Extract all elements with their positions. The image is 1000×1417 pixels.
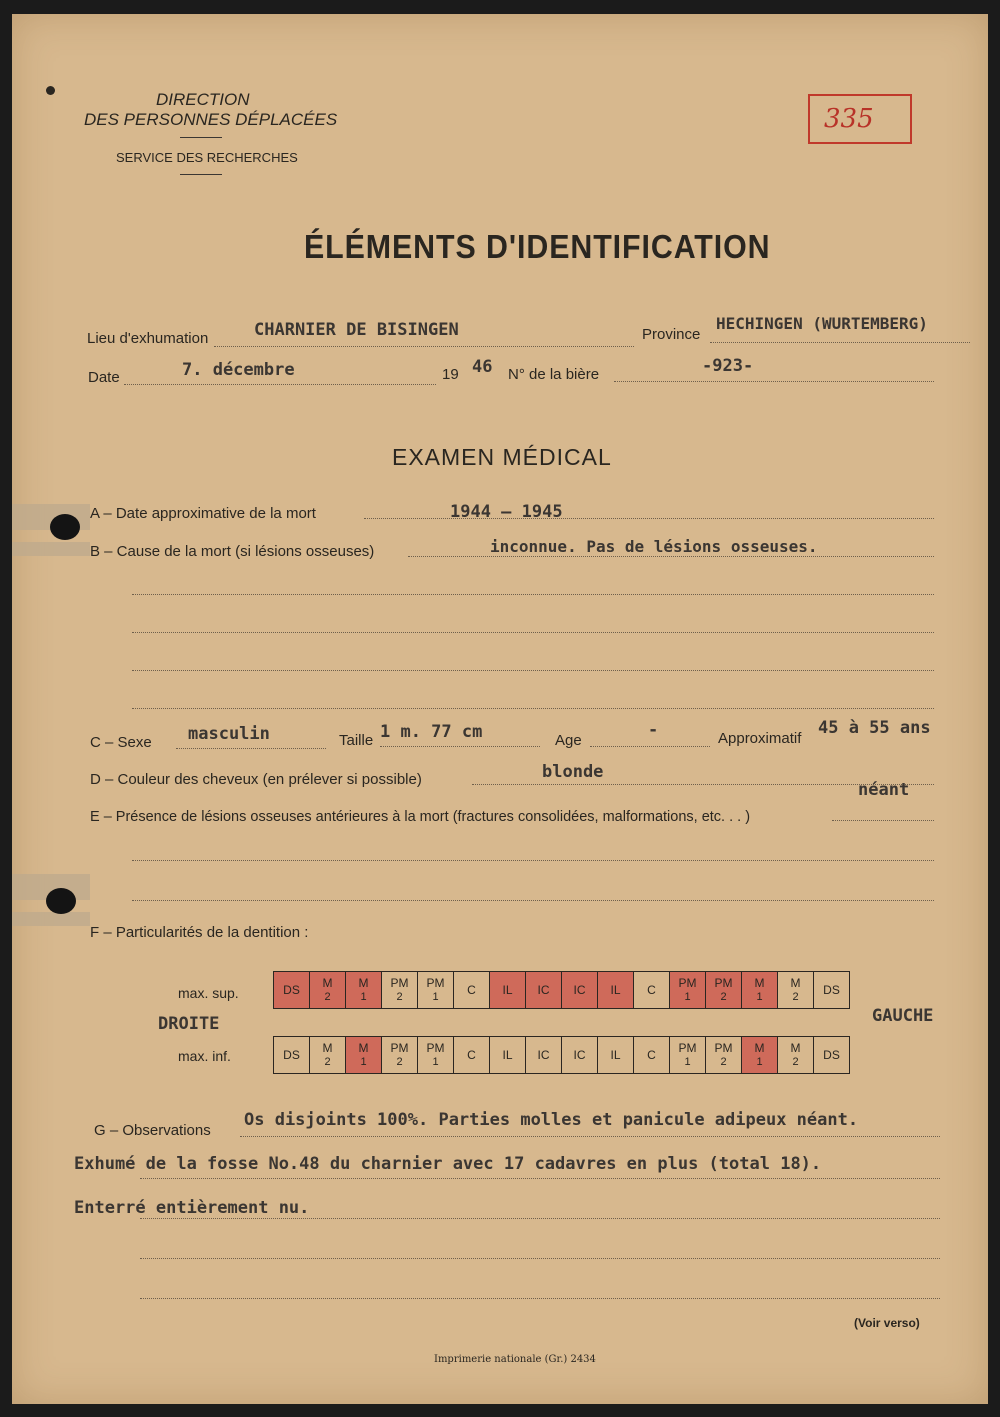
biere-line [614,381,934,382]
tooth-number: 1 [360,991,367,1003]
voir-verso: (Voir verso) [854,1316,920,1330]
tooth-number: 1 [432,1056,439,1068]
tooth-number: 2 [324,991,331,1003]
tooth-cell [814,972,850,1009]
tooth-cell [490,1037,526,1074]
tooth-code: IL [502,983,513,997]
tooth-cell [526,1037,562,1074]
year-value: 46 [472,357,493,377]
blank-line [132,670,934,671]
year-prefix: 19 [442,366,459,383]
sexe-value: masculin [188,724,270,744]
tooth-code: M [754,1041,765,1055]
punch-hole [46,888,76,914]
biere-label: N° de la bière [508,366,600,383]
lesions-line [832,820,934,821]
date-line [124,384,436,385]
document-sheet [12,14,988,1404]
biere-value: -923- [702,356,754,376]
tooth-code: IL [610,1048,621,1062]
page-title: ÉLÉMENTS D'IDENTIFICATION [304,228,771,265]
cause-date-label: A – Date approximative de la mort [90,505,316,522]
obs-line [140,1298,940,1299]
hair-label: D – Couleur des cheveux (en prélever si possible) [90,771,422,788]
upper-teeth-chart [273,971,850,1009]
taille-label: Taille [339,732,374,749]
tooth-number: 1 [432,991,439,1003]
blank-line [132,594,934,595]
blank-line [132,632,934,633]
cause-line [408,556,934,557]
tooth-cell [598,972,634,1009]
tooth-cell [382,972,418,1009]
tooth-code: C [647,1048,656,1062]
tooth-cell [382,1037,418,1074]
tooth-code: DS [283,983,300,997]
observations-line3: Enterré entièrement nu. [74,1198,310,1218]
tooth-code: PM [426,976,445,990]
tooth-number: 1 [684,1056,691,1068]
age-line [590,746,710,747]
tape-strip [12,912,90,926]
tooth-code: IC [537,1048,550,1062]
sexe-label: C – Sexe [90,734,152,751]
tooth-code: DS [283,1048,300,1062]
cause-value: inconnue. Pas de lésions osseuses. [490,537,818,556]
header-rule [180,137,222,138]
tooth-code: M [358,976,369,990]
tooth-cell [346,1037,382,1074]
cause-label: B – Cause de la mort (si lésions osseuses) [90,543,375,560]
lieu-value: CHARNIER DE BISINGEN [254,320,459,340]
observations-line1: Os disjoints 100%. Parties molles et panicule adipeux néant. [244,1110,859,1130]
imprint: Imprimerie nationale (Gr.) 2434 [434,1354,596,1365]
punch-hole [50,514,80,540]
header-rule [180,174,222,175]
tooth-code: IC [573,1048,586,1062]
blank-line [132,708,934,709]
tooth-code: C [467,983,476,997]
tooth-code: IC [537,983,550,997]
obs-line [240,1136,940,1137]
tooth-cell [454,972,490,1009]
tooth-cell [274,1037,310,1074]
tooth-code: M [358,1041,369,1055]
max-sup-label: max. sup. [178,985,239,1001]
tooth-cell [742,972,778,1009]
lesions-label: E – Présence de lésions osseuses antérieures à la mort (fractures consolidées, malformations, etc. . . ) [90,809,751,825]
date-value: 7. décembre [182,360,295,380]
tooth-code: IL [610,983,621,997]
approx-label: Approximatif [718,730,802,747]
tooth-cell [490,972,526,1009]
tooth-code: C [467,1048,476,1062]
tooth-cell [706,972,742,1009]
obs-line [140,1178,940,1179]
tooth-cell [778,972,814,1009]
tooth-number: 2 [720,1056,727,1068]
tooth-cell [814,1037,850,1074]
tooth-code: DS [823,983,840,997]
tooth-cell [634,972,670,1009]
taille-line [380,746,540,747]
header-service: SERVICE DES RECHERCHES [116,150,298,165]
tooth-code: PM [678,976,697,990]
tooth-code: M [790,1041,801,1055]
droite-label: DROITE [158,1014,220,1034]
hair-value: blonde [542,762,604,782]
tooth-cell [346,972,382,1009]
tooth-code: PM [714,1041,733,1055]
observations-line2: Exhumé de la fosse No.48 du charnier avec 17 cadavres en plus (total 18). [74,1154,822,1174]
province-label: Province [642,326,701,343]
tooth-code: IL [502,1048,513,1062]
lieu-line [214,346,634,347]
tooth-code: PM [714,976,733,990]
tooth-number: 2 [324,1056,331,1068]
tooth-number: 1 [360,1056,367,1068]
date-label: Date [88,369,120,386]
age-value: - [648,720,659,740]
tooth-cell [598,1037,634,1074]
tooth-code: DS [823,1048,840,1062]
tooth-number: 2 [396,1056,403,1068]
tooth-cell [418,1037,454,1074]
tooth-cell [418,972,454,1009]
tooth-cell [562,1037,598,1074]
tooth-cell [670,972,706,1009]
obs-line [140,1258,940,1259]
tooth-code: PM [426,1041,445,1055]
observations-label: G – Observations [94,1122,211,1139]
tooth-code: M [790,976,801,990]
tooth-number: 2 [792,991,799,1003]
header-department: DES PERSONNES DÉPLACÉES [84,110,338,129]
approx-value: 45 à 55 ans [818,718,931,738]
tooth-cell [778,1037,814,1074]
ink-dot [46,86,55,95]
tooth-code: M [322,1041,333,1055]
tooth-cell [310,1037,346,1074]
header-direction: DIRECTION [156,90,250,109]
tooth-cell [634,1037,670,1074]
lesions-value: néant [858,780,910,800]
tooth-code: PM [678,1041,697,1055]
max-inf-label: max. inf. [178,1048,231,1064]
tooth-number: 2 [720,991,727,1003]
dentition-label: F – Particularités de la dentition : [90,924,309,941]
tooth-number: 2 [792,1056,799,1068]
tooth-code: M [322,976,333,990]
medical-title: EXAMEN MÉDICAL [392,444,612,470]
tooth-cell [742,1037,778,1074]
file-number: 335 [824,104,874,134]
tooth-code: C [647,983,656,997]
blank-line [132,900,934,901]
tooth-cell [274,972,310,1009]
gauche-label: GAUCHE [872,1006,934,1026]
province-line [710,342,970,343]
tooth-number: 2 [396,991,403,1003]
tooth-cell [562,972,598,1009]
tooth-cell [706,1037,742,1074]
tooth-cell [670,1037,706,1074]
tooth-cell [454,1037,490,1074]
cause-date-value: 1944 – 1945 [450,502,563,522]
tooth-code: IC [573,983,586,997]
tooth-cell [310,972,346,1009]
file-number-stamp [808,94,912,144]
tooth-code: M [754,976,765,990]
taille-value: 1 m. 77 cm [380,722,483,742]
tooth-code: PM [390,1041,409,1055]
tooth-number: 1 [756,1056,763,1068]
tooth-code: PM [390,976,409,990]
sexe-line [176,748,326,749]
lieu-label: Lieu d'exhumation [87,330,209,347]
age-label: Age [555,732,582,749]
tape-strip [12,542,90,556]
blank-line [132,860,934,861]
tooth-number: 1 [684,991,691,1003]
province-value: HECHINGEN (WURTEMBERG) [716,314,928,333]
tooth-cell [526,972,562,1009]
obs-line [140,1218,940,1219]
tooth-number: 1 [756,991,763,1003]
lower-teeth-chart [273,1036,850,1074]
